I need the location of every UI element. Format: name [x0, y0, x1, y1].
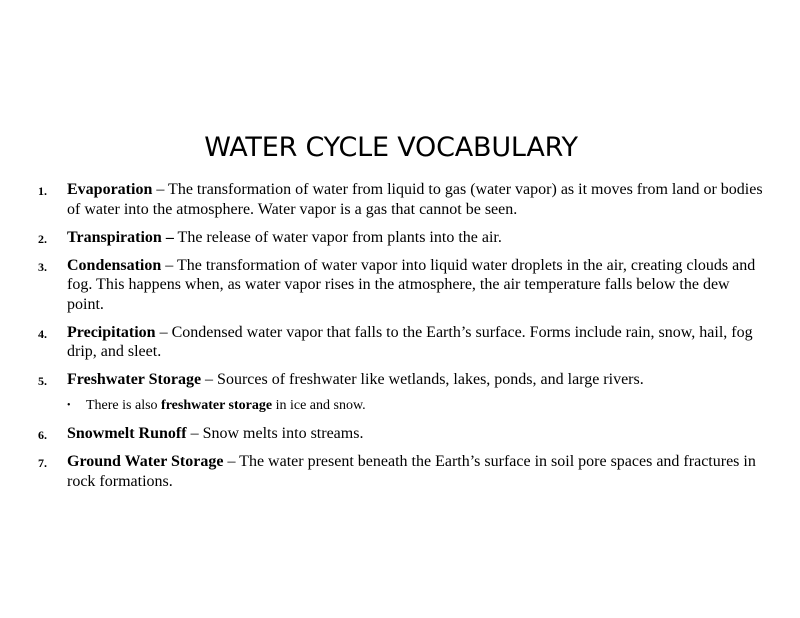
page-title: WATER CYCLE VOCABULARY [204, 132, 578, 163]
item-number: 2. [38, 231, 47, 246]
item-definition: The release of water vapor from plants into the air. [173, 228, 502, 246]
list-item [38, 228, 768, 248]
item-definition: – The transformation of water vapor into liquid water droplets in the air, creating clouds and fog. This happens when, as water vapor rises in the atmosphere, the air temperature falls below the dew point. [67, 256, 756, 313]
sub-item-term: freshwater storage [161, 398, 273, 413]
item-term: Condensation [67, 256, 162, 274]
list-item [38, 323, 768, 362]
list-item [38, 256, 768, 315]
item-number: 1. [38, 184, 47, 198]
item-term: Ground Water Storage [67, 453, 224, 470]
item-definition: – The water present beneath the Earth’s surface in soil pore spaces and fractures in rock formations. [67, 453, 756, 490]
item-definition: – Sources of freshwater like wetlands, lakes, ponds, and large rivers. [201, 371, 644, 388]
item-number: 6. [38, 428, 47, 442]
item-number: 5. [38, 374, 47, 388]
sub-item-suffix: in ice and snow. [272, 398, 366, 413]
item-definition: – The transformation of water from liquid to gas (water vapor) as it moves from land or bodies of water into the atmosphere. Water vapor is a gas that cannot be seen. [67, 181, 763, 218]
sub-item-prefix: There is also [86, 398, 162, 413]
list-item [38, 370, 768, 390]
item-term: Evaporation [67, 181, 153, 198]
vocabulary-list [38, 180, 768, 500]
list-item [38, 452, 768, 491]
item-term: Snowmelt Runoff [67, 425, 187, 442]
bullet-icon: • [67, 400, 71, 411]
item-definition: – Snow melts into streams. [186, 425, 364, 442]
item-number: 3. [38, 259, 47, 274]
item-term: Freshwater Storage [67, 371, 202, 388]
item-term: Transpiration – [67, 228, 174, 246]
sub-list-item [38, 396, 768, 416]
item-number: 7. [38, 456, 47, 470]
list-item [38, 180, 768, 219]
item-definition: – Condensed water vapor that falls to the Earth’s surface. Forms include rain, snow, hail, fog drip, and sleet. [67, 323, 753, 360]
item-number: 4. [38, 326, 47, 341]
item-term: Precipitation [67, 323, 156, 341]
list-item [38, 424, 768, 444]
